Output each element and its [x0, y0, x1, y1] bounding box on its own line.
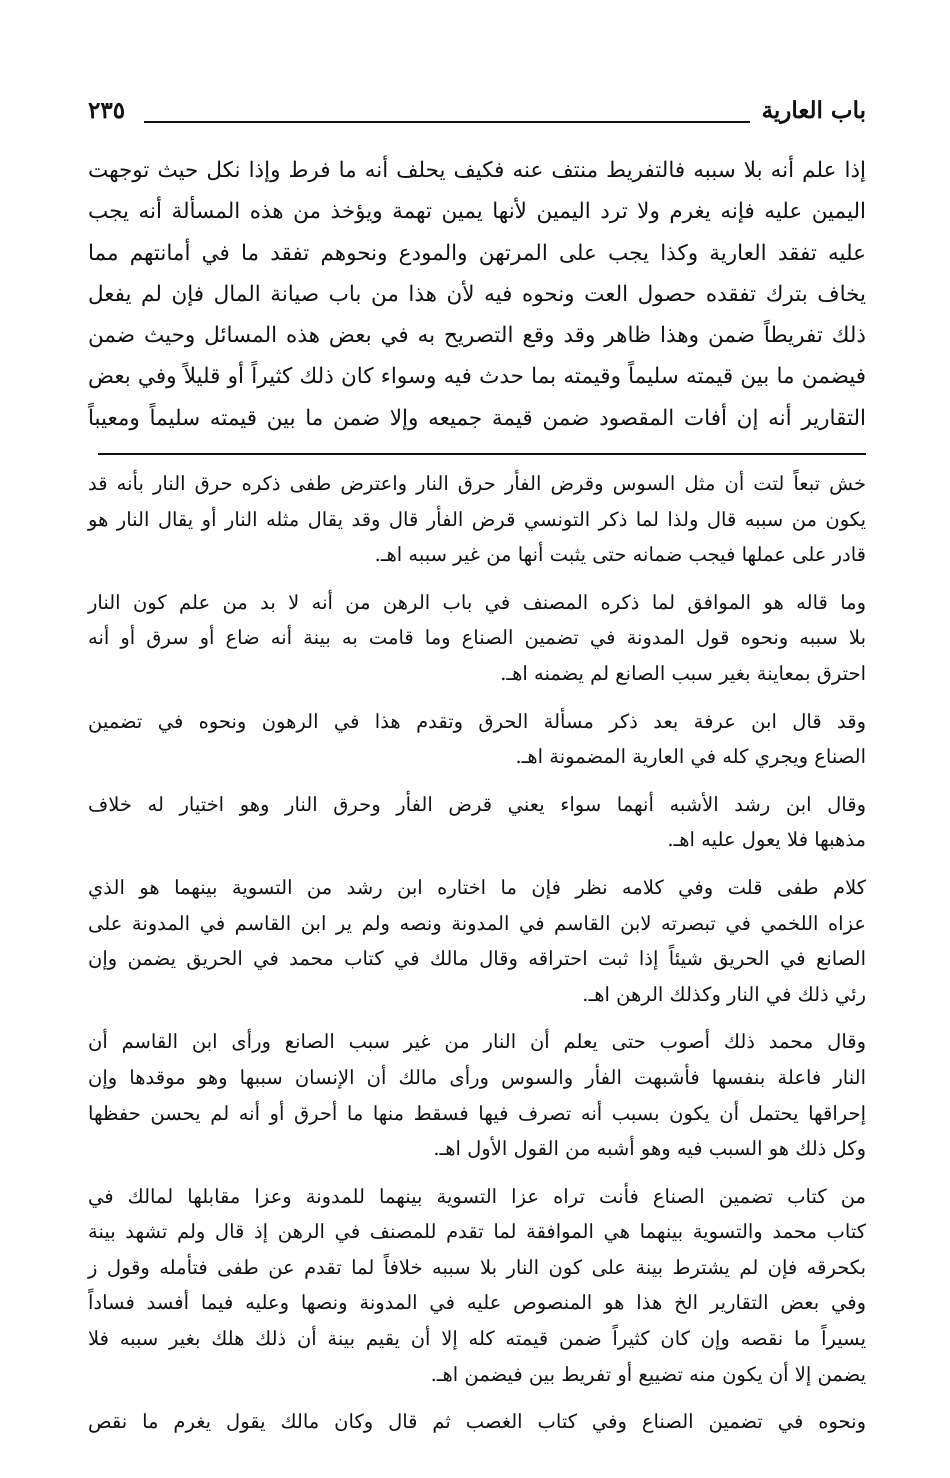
- footnote-line: عزاه اللخمي في تبصرته لابن القاسم في المدونة ونصه ولم ير ابن القاسم في المدونة على: [88, 911, 866, 935]
- footnote-line: وفي بعض التقارير الخ هذا هو المنصوص عليه في المدونة ونصها وعليه فيما أفسد فساداً: [88, 1291, 866, 1315]
- footnote-line: يسيراً ما نقصه وإن كان كثيراً ضمن قيمته كله إلا أن يقيم بينة أن ذلك هلك بغير سببه فلا: [88, 1327, 866, 1351]
- footnote-separator: [98, 453, 866, 455]
- chapter-title: باب العارية: [761, 97, 866, 124]
- footnote-line: من كتاب تضمين الصناع فأنت تراه عزا التسوية بينهما للمدونة وعزا مقابلها لمالك في: [88, 1184, 866, 1208]
- main-line: فيضمن ما بين قيمته سليماً وقيمته بما حدث فيه وسواء كان ذلك كثيراً أو قليلاً وفي بعض: [88, 364, 866, 390]
- footnote-line: وكل ذلك هو السبب فيه وهو أشبه من القول الأول اهـ.: [433, 1137, 866, 1161]
- main-line: اليمين عليه فإنه يغرم ولا ترد اليمين لأنها يمين تهمة ويؤخذ من هذه المسألة أنه يجب: [88, 199, 866, 225]
- footnote-line: وقال ابن رشد الأشبه أنهما سواء يعني قرض الفأر وحرق النار وهو اختيار له خلاف: [88, 792, 866, 816]
- footnote-line: ونحوه في تضمين الصناع وفي كتاب الغصب ثم قال وكان مالك يقول يغرم ما نقص: [88, 1410, 866, 1434]
- footnote-line: الصانع في الحريق شيئاً إذا ثبت احتراقه وقال مالك في كتاب محمد في الحريق يضمن وإن: [88, 947, 866, 971]
- footnote-line: احترق بمعاينة بغير سبب الصانع لم يضمنه اهـ.: [500, 661, 866, 685]
- main-text: [88, 150, 866, 439]
- page-number: ٢٣٥: [88, 97, 126, 124]
- footnote-line: قادر على عملها فيجب ضمانه حتى يثبت أنها من غير سببه اهـ.: [374, 543, 866, 567]
- footnote-line: رئي ذلك في النار وكذلك الرهن اهـ.: [582, 982, 866, 1006]
- main-line: عليه تفقد العارية وكذا يجب على المرتهن والمودع ونحوهم تفقد ما في أمانتهم مما: [88, 240, 866, 266]
- footnote-line: كلام طفى قلت وفي كلامه نظر فإن ما اختاره ابن رشد من التسوية بينهما هو الذي: [88, 875, 866, 899]
- main-line: إذا علم أنه بلا سببه فالتفريط منتف عنه فكيف يحلف أنه ما فرط وإذا نكل حيث توجهت: [88, 158, 866, 183]
- main-line: يخاف بترك تفقده حصول العت ونحوه فيه لأن هذا من باب صيانة المال فإن لم يفعل: [88, 281, 866, 307]
- footnote-line: بلا سببه ونحوه قول المدونة في تضمين الصناع وما قامت به بينة أنه ضاع أو سرق أو أنه: [88, 626, 866, 650]
- footnote-paragraph: [88, 1404, 866, 1440]
- main-line: ذلك تفريطاً ضمن وهذا ظاهر وقد وقع التصريح به في بعض هذه المسائل وحيث ضمن: [88, 323, 866, 349]
- footnotes: [88, 466, 866, 1452]
- header-rule: [144, 121, 750, 123]
- footnote-line: خش تبعاً لتت أن مثل السوس وقرض الفأر حرق النار واعترض طفى ذكره حرق النار بأنه قد: [88, 472, 866, 495]
- footnote-paragraph: [88, 1024, 866, 1166]
- footnote-paragraph: [88, 704, 866, 775]
- footnote-line: وقال محمد ذلك أصوب حتى يعلم أن النار من غير سبب الصانع ورأى ابن القاسم أن: [88, 1030, 866, 1054]
- footnote-line: وما قاله هو الموافق لما ذكره المصنف في باب الرهن من أنه لا بد من علم كون النار: [88, 590, 866, 614]
- footnote-line: النار فاعلة بنفسها فأشبهت الفأر والسوس ورأى مالك أن الإنسان سببها وهو موقدها وإن: [88, 1065, 866, 1089]
- footnote-paragraph: [88, 870, 866, 1012]
- footnote-line: وقد قال ابن عرفة بعد ذكر مسألة الحرق وتقدم هذا في الرهون ونحوه في تضمين: [88, 709, 866, 733]
- footnote-line: كتاب محمد والتسوية بينهما هي الموافقة لما تقدم للمصنف في الرهن إذ قال ولم تشهد بينة: [88, 1220, 866, 1244]
- footnote-paragraph: [88, 585, 866, 692]
- footnote-paragraph: [88, 1179, 866, 1393]
- running-header: [88, 96, 866, 132]
- main-line: التقارير أنه إن أفات المقصود ضمن قيمة جميعه وإلا ضمن ما بين قيمته سليماً ومعيباً: [88, 405, 866, 431]
- footnote-line: إحراقها يحتمل أن يكون بسبب أنه تصرف فيها فسقط منها ما أحرق أو أنه لم يحسن حفظها: [88, 1101, 866, 1125]
- footnote-line: يكون من سببه قال ولذا لما ذكر التونسي قرض الفأر قال وقد يقال مثله النار أو يقال النار هو: [88, 507, 866, 531]
- footnote-line: بكحرقه فإن لم يشترط بينة على كون النار بلا سببه خلافاً لما تقدم عن طفى فتأمله وقول ز: [88, 1255, 866, 1279]
- footnote-paragraph: [88, 466, 866, 573]
- footnote-line: مذهبها فلا يعول عليه اهـ.: [667, 828, 866, 852]
- footnote-paragraph: [88, 787, 866, 858]
- footnote-line: يضمن إلا أن يكون منه تضييع أو تفريط بين فيضمن اهـ.: [430, 1362, 866, 1386]
- footnote-line: الصناع ويجري كله في العارية المضمونة اهـ.: [515, 745, 866, 769]
